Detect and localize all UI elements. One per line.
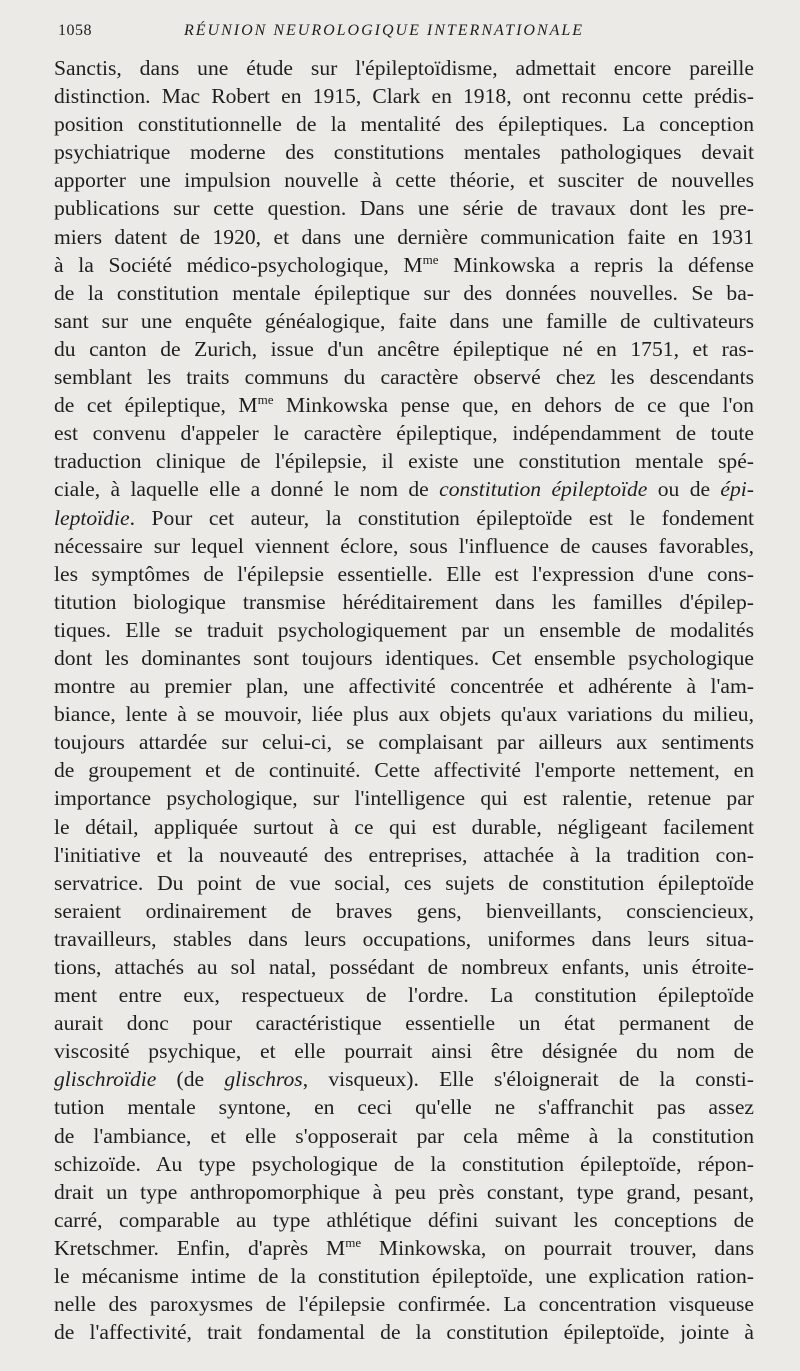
italic-term: constitution épileptoïde	[439, 477, 648, 502]
text-line: de cet épileptique, $M^{me}$ Minkowska pense que, en dehors de ce que l'on	[54, 391, 754, 418]
text-line: leptoïdie. Pour cet auteur, la constitution épileptoïde est le fondement	[54, 505, 754, 530]
text-line: de groupement et de continuité. Cette affectivité l'emporte nettement, en	[54, 758, 754, 783]
text-line: semblant les traits communs du caractère observé chez les descendants	[54, 365, 754, 390]
text-line: carré, comparable au type athlétique défini suivant les conceptions de	[54, 1207, 754, 1232]
text-line: miers datent de 1920, et dans une dernière communication faite en 1931	[54, 224, 754, 249]
italic-term: leptoïdie	[54, 505, 130, 530]
text-line: l'initiative et la nouveauté des entreprises, attachée à la tradition con-	[54, 842, 754, 867]
text-line: seraient ordinairement de braves gens, bienveillants, consciencieux,	[54, 898, 754, 923]
text-line: à la Société médico-psychologique, $M^{me}$ Minkowska a repris la défense	[54, 251, 754, 277]
italic-term: glischroïdie	[54, 1067, 157, 1092]
text-line: drait un type anthropomorphique à peu près constant, type grand, pesant,	[54, 1179, 754, 1204]
page-number: 1058	[58, 22, 92, 39]
text-line: de la constitution mentale épileptique sur des données nouvelles. Se ba-	[54, 280, 754, 305]
text-line: titution biologique transmise héréditairement dans les familles d'épilep-	[54, 589, 754, 614]
text-line: viscosité psychique, et elle pourrait ainsi être désignée du nom de	[54, 1039, 754, 1064]
text-line: distinction. Mac Robert en 1915, Clark en 1918, ont reconnu cette prédis-	[54, 84, 754, 109]
text-line: glischroïdie (de glischros, visqueux). Elle s'éloignerait de la consti-	[54, 1067, 754, 1092]
text-line: toujours attardée sur celui-ci, se complaisant par ailleurs aux sentiments	[54, 730, 754, 755]
text-line: position constitutionnelle de la mentalité des épileptiques. La conception	[54, 112, 754, 137]
text-line: importance psychologique, sur l'intelligence qui est ralentie, retenue par	[54, 786, 754, 811]
superscript-me: me	[422, 251, 439, 267]
text-line: tions, attachés au sol natal, possédant de nombreux enfants, unis étroite-	[54, 955, 754, 979]
text-line: du canton de Zurich, issue d'un ancêtre épileptique né en 1751, et ras-	[54, 336, 754, 361]
text-line: tution mentale syntone, en ceci qu'elle ne s'affranchit pas assez	[54, 1095, 754, 1120]
text-line: les symptômes de l'épilepsie essentielle. Elle est l'expression d'une cons-	[54, 561, 754, 586]
italic-term: glischros	[224, 1067, 303, 1092]
body-text	[54, 54, 754, 1346]
text-line: publications sur cette question. Dans une série de travaux dont les pre-	[54, 196, 754, 221]
text-line: dont les dominantes sont toujours identiques. Cet ensemble psychologique	[54, 645, 754, 670]
text-line: schizoïde. Au type psychologique de la constitution épileptoïde, répon-	[54, 1151, 754, 1176]
text-line: ment entre eux, respectueux de l'ordre. La constitution épileptoïde	[54, 983, 754, 1008]
text-line: Sanctis, dans une étude sur l'épileptoïdisme, admettait encore pareille	[54, 56, 754, 80]
text-line: biance, lente à se mouvoir, liée plus aux objets qu'aux variations du milieu,	[54, 702, 754, 727]
text-line: nécessaire sur lequel viennent éclore, sous l'influence de causes favorables,	[54, 533, 754, 558]
text-line: le détail, appliquée surtout à ce qui est durable, négligeant facilement	[54, 814, 754, 839]
text-line: servatrice. Du point de vue social, ces sujets de constitution épileptoïde	[54, 870, 754, 895]
text-line: montre au premier plan, une affectivité concentrée et adhérente à l'am-	[54, 674, 754, 699]
text-line: Kretschmer. Enfin, d'après $M^{me}$ Minkowska, on pourrait trouver, dans	[54, 1234, 754, 1260]
text-line: le mécanisme intime de la constitution épileptoïde, une explication ration-	[54, 1264, 754, 1289]
text-line: de l'ambiance, et elle s'opposerait par cela même à la constitution	[54, 1123, 754, 1148]
running-title: RÉUNION NEUROLOGIQUE INTERNATIONALE	[184, 22, 585, 39]
superscript-me: me	[345, 1234, 362, 1250]
text-line: travailleurs, stables dans leurs occupations, uniformes dans leurs situa-	[54, 926, 754, 951]
text-line: de l'affectivité, trait fondamental de la constitution épileptoïde, jointe à	[54, 1320, 754, 1345]
text-line: est convenu d'appeler le caractère épileptique, indépendamment de toute	[54, 421, 754, 446]
text-line: traduction clinique de l'épilepsie, il existe une constitution mentale spé-	[54, 449, 754, 474]
italic-term: épi-	[720, 477, 754, 502]
text-line: psychiatrique moderne des constitutions mentales pathologiques devait	[54, 140, 754, 165]
text-line: ciale, à laquelle elle a donné le nom de constitution épileptoïde ou de épi-	[54, 477, 754, 502]
text-line: nelle des paroxysmes de l'épilepsie confirmée. La concentration visqueuse	[54, 1292, 754, 1317]
text-line: aurait donc pour caractéristique essentielle un état permanent de	[54, 1011, 754, 1036]
running-head	[58, 22, 752, 46]
text-line: apporter une impulsion nouvelle à cette théorie, et susciter de nouvelles	[54, 168, 754, 193]
superscript-me: me	[257, 391, 274, 407]
text-line: tiques. Elle se traduit psychologiquement par un ensemble de modalités	[54, 617, 754, 642]
text-line: sant sur une enquête généalogique, faite dans une famille de cultivateurs	[54, 308, 754, 333]
